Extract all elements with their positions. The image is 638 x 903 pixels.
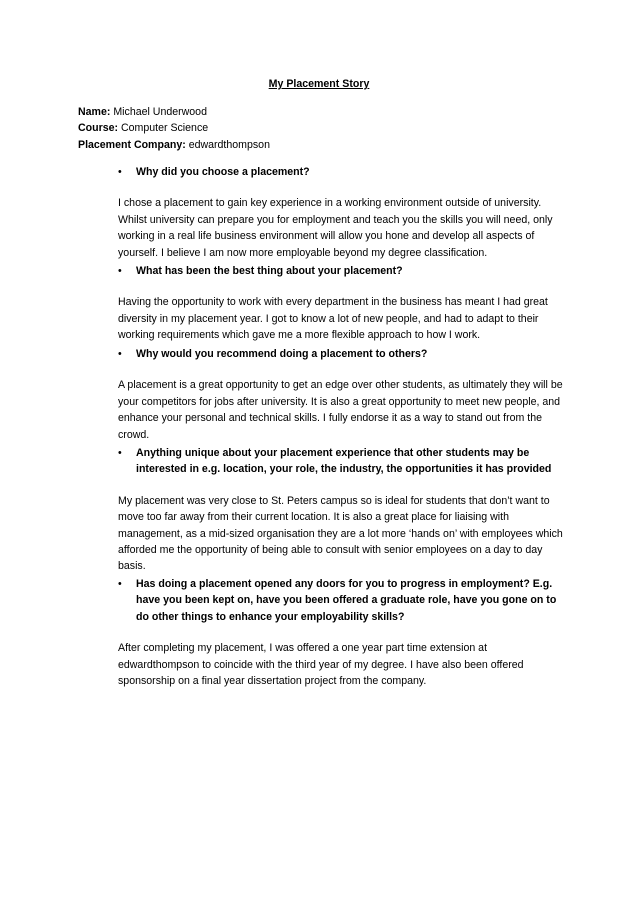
answer-text: A placement is a great opportunity to get an edge over other students, as ultimately they will be your competitors for jobs after university. It is also a great opportunity to meet new people, and enhance your personal and technical skills. I fully endorse it as a way to stand out from the crowd. [118,379,563,441]
question-text: Has doing a placement opened any doors for you to progress in employment? E.g. have you been kept on, have you been offered a graduate role, have you gone on to do other things to enhance your employability skills? [136,578,557,623]
answer-text: I chose a placement to gain key experience in a working environment outside of university. Whilst university can prepare you for employment and teach you the skills you will need, only working in a real life business environment will allow you hone and develop all aspects of yourself. I believe I am now more employable beyond my degree classification. [118,197,553,259]
answer-text: Having the opportunity to work with every department in the business has meant I had great diversity in my placement year. I got to know a lot of new people, and had to adapt to their working requirements which gave me a more flexible approach to how I work. [118,296,548,342]
course-row [78,120,270,136]
answer-text: After completing my placement, I was offered a one year part time extension at edwardthompson to coincide with the third year of my degree. I have also been offered sponsorship on a final year dissertation project from the company. [118,642,524,688]
bullet-icon: • [118,166,122,178]
company-label: Placement Company: [78,138,186,151]
section-best-thing [118,263,568,344]
name-value: Michael Underwood [113,106,207,118]
company-row [78,137,270,153]
question-text: Why would you recommend doing a placement to others? [136,348,428,360]
question [118,346,568,362]
bullet-icon: • [118,578,122,590]
bullet-icon: • [118,265,122,277]
question [118,263,568,279]
name-label: Name: [78,106,111,118]
section-unique-experience [118,445,568,575]
section-why-placement [118,164,568,261]
answer-text: My placement was very close to St. Peters campus so is ideal for students that don’t want to move too far away from their current location. It is also a great place for liaising with management, as a mid-sized organisation they are a lot more ‘hands on’ with employees which afforded me the opportunity of being able to consult with senior employees on a day to day basis. [118,494,563,573]
question-text: Anything unique about your placement experience that other students may be interested in e.g. location, your role, the industry, the opportunities it has provided [136,447,552,476]
question-text: What has been the best thing about your placement? [136,265,403,277]
student-details [78,104,270,153]
question [118,445,568,478]
question-text: Why did you choose a placement? [136,166,310,178]
question [118,164,568,180]
name-row [78,104,270,120]
document-title: My Placement Story [268,78,370,90]
bullet-icon: • [118,447,122,459]
company-value: edwardthompson [188,138,270,151]
course-value: Computer Science [120,122,209,135]
course-label: Course: [78,122,119,135]
bullet-icon: • [118,348,122,360]
section-opened-doors [118,576,568,689]
section-recommend [118,346,568,443]
question [118,576,568,625]
